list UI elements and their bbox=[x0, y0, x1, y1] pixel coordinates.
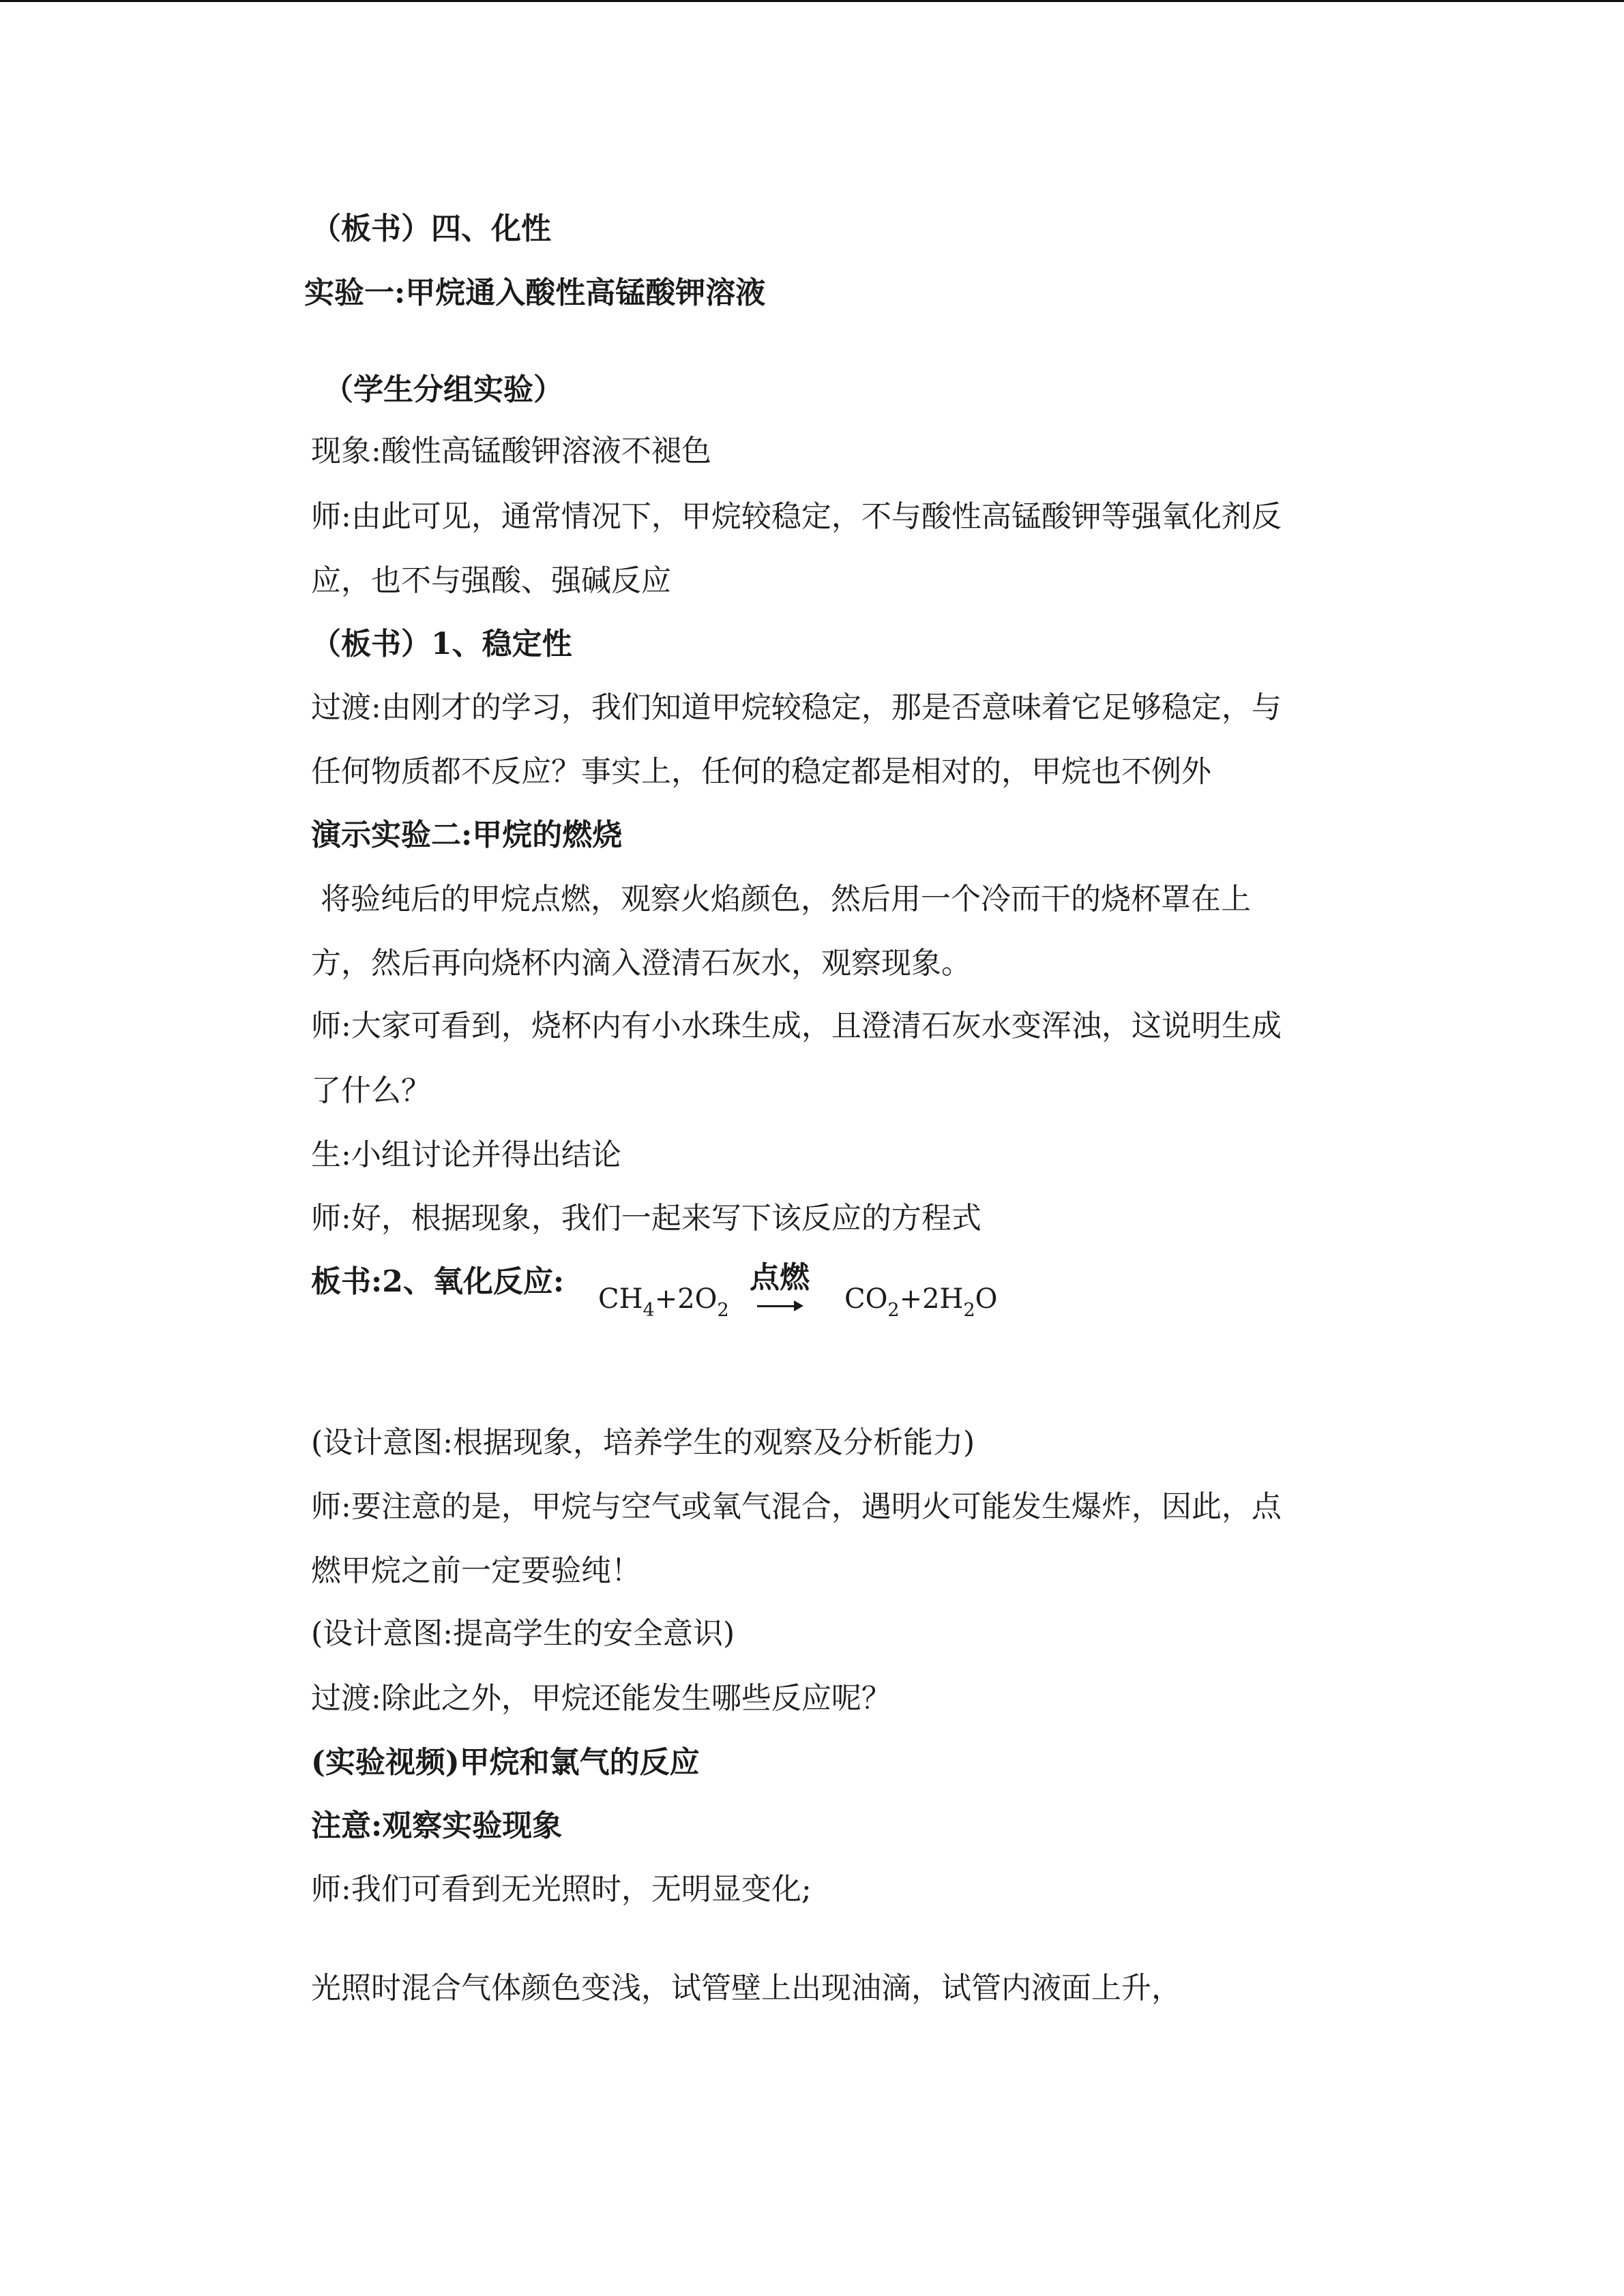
demo-experiment-two-title: 演示实验二:甲烷的燃烧 bbox=[311, 818, 623, 852]
product-h-subscript: 2 bbox=[963, 1300, 975, 1321]
experiment-one-title: 实验一:甲烷通入酸性高锰酸钾溶液 bbox=[304, 275, 766, 310]
transition-other-reactions: 过渡:除此之外，甲烷还能发生哪些反应呢？ bbox=[311, 1681, 891, 1716]
reaction-condition: 点燃 bbox=[750, 1260, 810, 1295]
board-stability-heading: （板书）1、稳定性 bbox=[311, 627, 572, 661]
equation-reactants bbox=[598, 1283, 729, 1321]
teacher-no-light-line: 师:我们可看到无光照时，无明显变化; bbox=[311, 1872, 812, 1907]
phenomenon-line: 现象:酸性高锰酸钾溶液不褪色 bbox=[311, 434, 711, 468]
arrow-right-icon bbox=[794, 1300, 803, 1311]
reactant-plus-o: +2O bbox=[654, 1283, 718, 1315]
procedure-line-1: 将验纯后的甲烷点燃，观察火焰颜色，然后用一个冷而干的烧杯罩在上 bbox=[311, 882, 1251, 916]
teacher-safety-line-2: 燃甲烷之前一定要验纯！ bbox=[311, 1553, 641, 1588]
teacher-safety-line-1: 师:要注意的是，甲烷与空气或氧气混合，遇明火可能发生爆炸，因此，点 bbox=[311, 1489, 1282, 1524]
board-heading-chemical-properties: （板书）四、化性 bbox=[311, 211, 551, 246]
light-phenomenon-line: 光照时混合气体颜色变浅，试管壁上出现油滴，试管内液面上升， bbox=[311, 1971, 1181, 2006]
product-co: CO bbox=[844, 1283, 888, 1315]
teacher-observation-line-2: 了什么？ bbox=[311, 1073, 431, 1108]
arrow-shaft bbox=[757, 1305, 798, 1307]
product-plus-h: +2H bbox=[899, 1283, 964, 1315]
product-o: O bbox=[975, 1283, 998, 1315]
reactant-o-subscript: 2 bbox=[717, 1300, 729, 1321]
product-co-subscript: 2 bbox=[887, 1300, 900, 1321]
design-intent-safety: (设计意图:提高学生的安全意识) bbox=[311, 1616, 735, 1651]
attention-note: 注意:观察实验现象 bbox=[311, 1808, 563, 1843]
design-intent-analysis: (设计意图:根据现象，培养学生的观察及分析能力) bbox=[311, 1425, 975, 1460]
video-experiment-title: (实验视频)甲烷和氯气的反应 bbox=[311, 1745, 700, 1780]
teacher-observation-line-1: 师:大家可看到，烧杯内有小水珠生成，且澄清石灰水变浑浊，这说明生成 bbox=[311, 1009, 1282, 1043]
transition-line-2: 任何物质都不反应？事实上，任何的稳定都是相对的，甲烷也不例外 bbox=[311, 754, 1211, 789]
student-discussion-line: 生:小组讨论并得出结论 bbox=[311, 1137, 621, 1172]
teacher-stability-line-2: 应，也不与强酸、强碱反应 bbox=[311, 563, 671, 598]
board-oxidation-heading: 板书:2、氧化反应: bbox=[311, 1264, 565, 1299]
transition-line-1: 过渡:由刚才的学习，我们知道甲烷较稳定，那是否意味着它足够稳定，与 bbox=[311, 690, 1282, 725]
teacher-stability-line-1: 师:由此可见，通常情况下，甲烷较稳定，不与酸性高锰酸钾等强氧化剂反 bbox=[311, 499, 1282, 534]
reaction-arrow bbox=[742, 1260, 817, 1322]
procedure-line-2: 方，然后再向烧杯内滴入澄清石灰水，观察现象。 bbox=[311, 946, 971, 981]
teacher-equation-intro: 师:好，根据现象，我们一起来写下该反应的方程式 bbox=[311, 1201, 981, 1236]
student-group-note: （学生分组实验） bbox=[323, 372, 563, 407]
equation-products bbox=[844, 1283, 998, 1321]
top-border bbox=[0, 0, 1624, 2]
reactant-ch: CH bbox=[598, 1283, 643, 1315]
reactant-ch-subscript: 4 bbox=[643, 1300, 655, 1321]
